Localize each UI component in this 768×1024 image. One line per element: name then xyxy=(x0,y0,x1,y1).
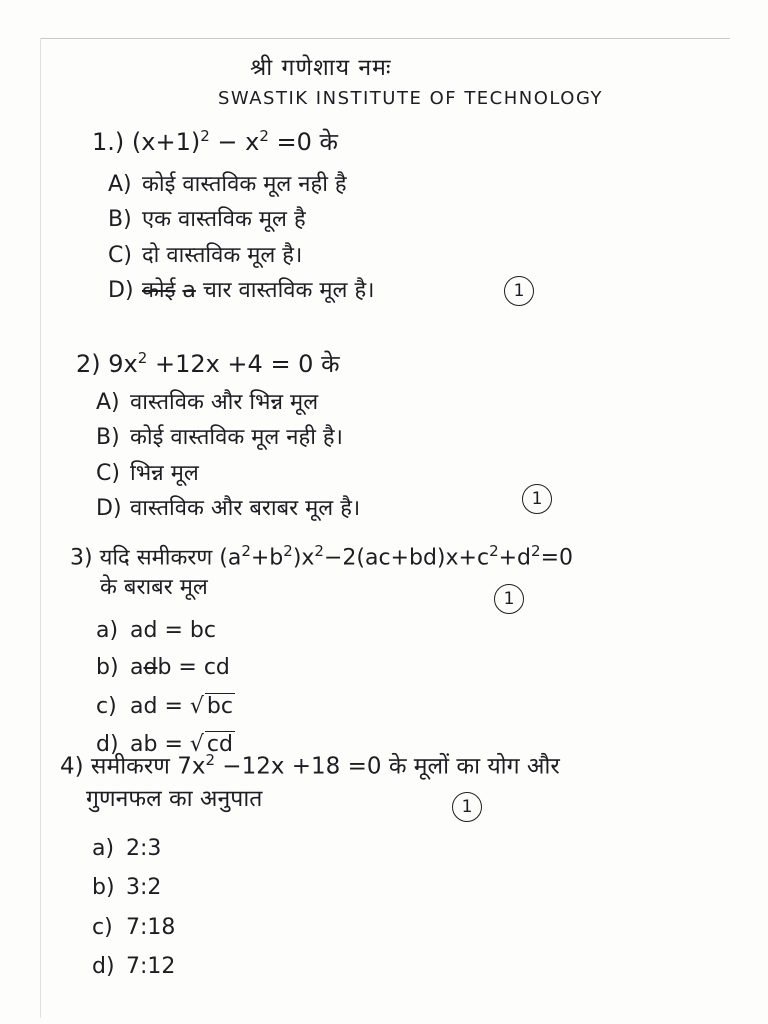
option: A) कोई वास्तविक मूल नही है xyxy=(108,172,347,197)
marks-badge: 1 xyxy=(504,276,534,306)
invocation-heading: श्री गणेशाय नमः xyxy=(250,55,392,81)
question-1-options xyxy=(108,172,374,303)
institute-name: SWASTIK INSTITUTE OF TECHNOLOGY xyxy=(218,88,604,109)
option: c) ad = √ bc xyxy=(96,693,233,719)
question-3-text: 3) यदि समीकरण $(a^2+b^2)x^2-2(ac+bd)x+c^2+d^2=0$ xyxy=(70,542,573,571)
option: a) ad = bc xyxy=(96,618,216,643)
marks-badge: 1 xyxy=(452,792,482,822)
option: C) दो वास्तविक मूल है। xyxy=(108,242,303,268)
option: D) कोई a चार वास्तविक मूल है। xyxy=(108,277,375,303)
option: A) वास्तविक और भिन्न मूल xyxy=(96,390,319,415)
paper-left-edge xyxy=(40,38,41,1018)
option: D) वास्तविक और बराबर मूल है। xyxy=(96,495,361,521)
option: d) ab = √ cd xyxy=(96,731,233,757)
question-4-text: 4) समीकरण $7x^2 -12x +18 =0$ के मूलों का योग और xyxy=(60,751,560,780)
question-4 xyxy=(60,752,560,813)
question-2-text: 2) $9x^2 +12x +4 = 0$ के xyxy=(76,349,340,378)
option: B) एक वास्तविक मूल है xyxy=(108,207,306,233)
option: c) 7:18 xyxy=(92,914,176,940)
option: d) 7:12 xyxy=(92,953,176,979)
marks-badge: 1 xyxy=(522,484,552,514)
option: b) adb = cd xyxy=(96,655,230,681)
marks-badge: 1 xyxy=(494,584,524,614)
question-3-options xyxy=(96,618,235,757)
question-2-options xyxy=(96,390,360,521)
option: b) 3:2 xyxy=(92,875,162,901)
question-1 xyxy=(92,128,338,157)
question-4-continuation: गुणनफल का अनुपात xyxy=(86,786,263,813)
paper-top-edge xyxy=(40,38,730,39)
question-1-text: 1.) $(x+1)^2 - x^2 =0$ के xyxy=(92,127,338,156)
option: B) कोई वास्तविक मूल नही है। xyxy=(96,425,343,451)
question-4-options xyxy=(92,836,175,979)
option: C) भिन्न मूल xyxy=(96,460,199,486)
question-3-continuation: के बराबर मूल xyxy=(100,574,208,600)
question-2 xyxy=(76,350,340,379)
option: a) 2:3 xyxy=(92,836,162,861)
